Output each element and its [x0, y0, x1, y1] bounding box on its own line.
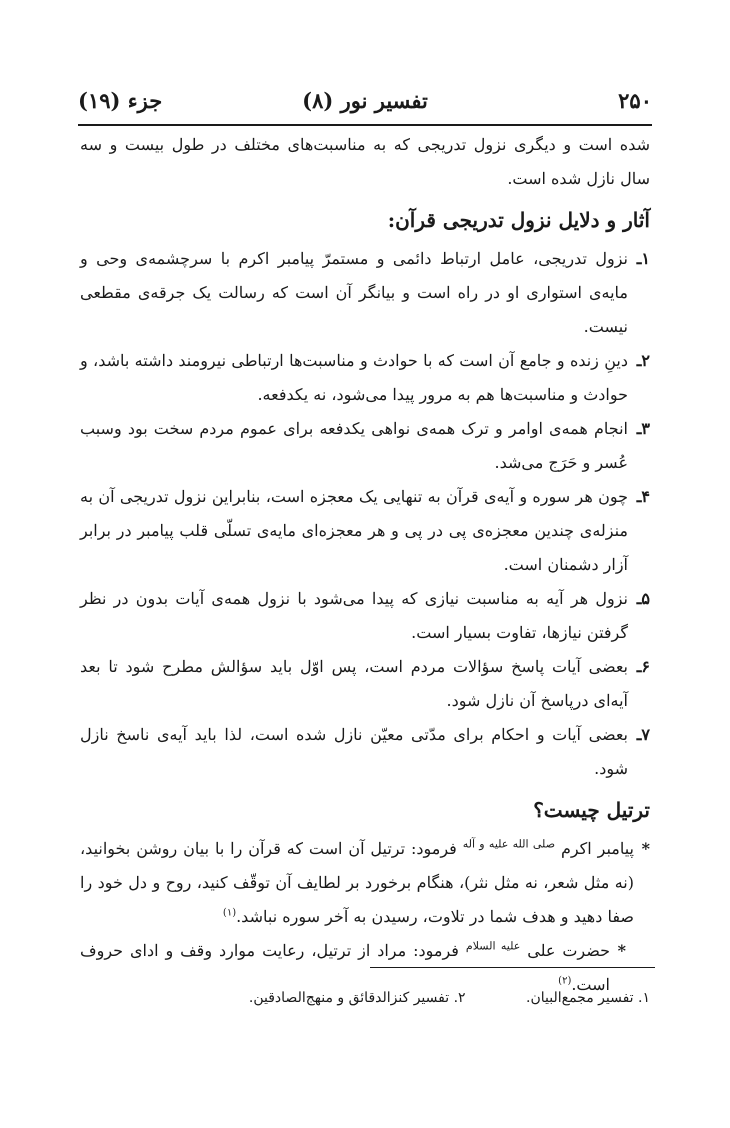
list-item: [80, 344, 650, 412]
section-heading-tartil: ترتیل چیست؟: [533, 798, 650, 822]
item-number: ۴ـ: [636, 487, 650, 506]
section-heading-effects: آثار و دلایل نزول تدریجی قرآن:: [387, 208, 650, 232]
item-text: بعضی آیات پاسخ سؤالات مردم است، پس اوّل باید سؤالش مطرح شود تا بعد آیه‌ای درپاسخ آن نازل شود.: [80, 657, 628, 710]
list-item: [80, 582, 650, 650]
hadith-paragraph: [80, 832, 650, 934]
hadith-text: فرمود: مراد از ترتیل، رعایت موارد وقف و ادای حروف است.: [80, 941, 610, 994]
honorific-glyph: صلی الله علیه و آله: [462, 837, 556, 851]
part-label: جزء (۱۹): [78, 88, 163, 113]
item-number: ۷ـ: [636, 725, 650, 744]
item-text: انجام همه‌ی اوامر و ترک همه‌ی نواهی یکدفعه برای عموم مردم سخت بود وسبب عُسر و حَرَج می‌شد.: [80, 419, 628, 472]
page-header: [78, 88, 652, 122]
footnote-divider: [370, 967, 655, 968]
item-number: ۲ـ: [636, 351, 650, 370]
header-divider: [78, 124, 652, 126]
item-number: ۶ـ: [636, 657, 650, 676]
page-body: [80, 128, 650, 1002]
item-text: دینِ زنده و جامع آن است که با حوادث و مناسبت‌ها ارتباطی نیرومند داشته باشد، و حوادث و مناسبت‌ها هم به مرور پیدا می‌شود، نه یکدفعه.: [80, 351, 628, 404]
item-text: بعضی آیات و احکام برای مدّتی معیّن نازل شده است، لذا باید آیه‌ی ناسخ نازل شود.: [80, 725, 628, 778]
footnotes: [80, 984, 650, 1012]
hadith-text: فرمود: ترتیل آن است که قرآن را با بیان روشن بخوانید، (نه مثل شعر، نه مثل نثر)، هنگام برخورد بر لطایف آن توقّف کنید، روح و دل خود را صفا دهید و هدف شما در تلاوت، رسیدن به آخر سوره نباشد.: [80, 839, 634, 926]
hadith-speaker: حضرت علی: [527, 941, 611, 960]
list-item: [80, 412, 650, 480]
list-item: [80, 242, 650, 344]
item-number: ۳ـ: [636, 419, 650, 438]
book-title: تفسیر نور (۸): [302, 88, 428, 113]
footnote-1: ۱. تفسیر مجمع‌البیان.: [526, 990, 650, 1006]
footnote-2: ۲. تفسیر کنزالدقائق و منهج‌الصادقین.: [248, 990, 466, 1006]
page-number: ۲۵۰: [618, 88, 652, 113]
item-text: نزول هر آیه به مناسبت نیازی که پیدا می‌شود با نزول همه‌ی آیات بدون در نظر گرفتن نیازها، تفاوت بسیار است.: [80, 589, 628, 642]
item-text: چون هر سوره و آیه‌ی قرآن به تنهایی یک معجزه است، بنابراین نزول تدریجی آن به منزله‌ی چندین معجزه‌ی پی در پی و هر معجزه‌ای مایه‌ی تسلّی قلب پیامبر در برابر آزار دشمنان است.: [80, 487, 629, 574]
list-item: [80, 650, 650, 718]
footnote-ref: (۱): [222, 907, 237, 919]
item-number: ۱ـ: [636, 249, 650, 268]
footnote-ref: (۲): [558, 975, 572, 987]
item-number: ۵ـ: [636, 589, 650, 608]
list-item: [80, 718, 650, 786]
honorific-glyph: علیه السلام: [465, 939, 521, 953]
hadith-speaker: پیامبر اکرم: [560, 839, 635, 858]
intro-paragraph: شده است و دیگری نزول تدریجی که به مناسبت‌های مختلف در طول بیست و سه سال نازل شده است.: [80, 135, 650, 188]
bullet-star: *: [641, 839, 650, 858]
item-text: نزول تدریجی، عامل ارتباط دائمی و مستمرّ پیامبر اکرم با سرچشمه‌ی وحی و مایه‌ی استواری او در راه است و بیانگر آن است که رسالت یک جرقه‌ی مقطعی نیست.: [80, 249, 628, 336]
bullet-star: *: [617, 941, 626, 960]
list-item: [80, 480, 650, 582]
